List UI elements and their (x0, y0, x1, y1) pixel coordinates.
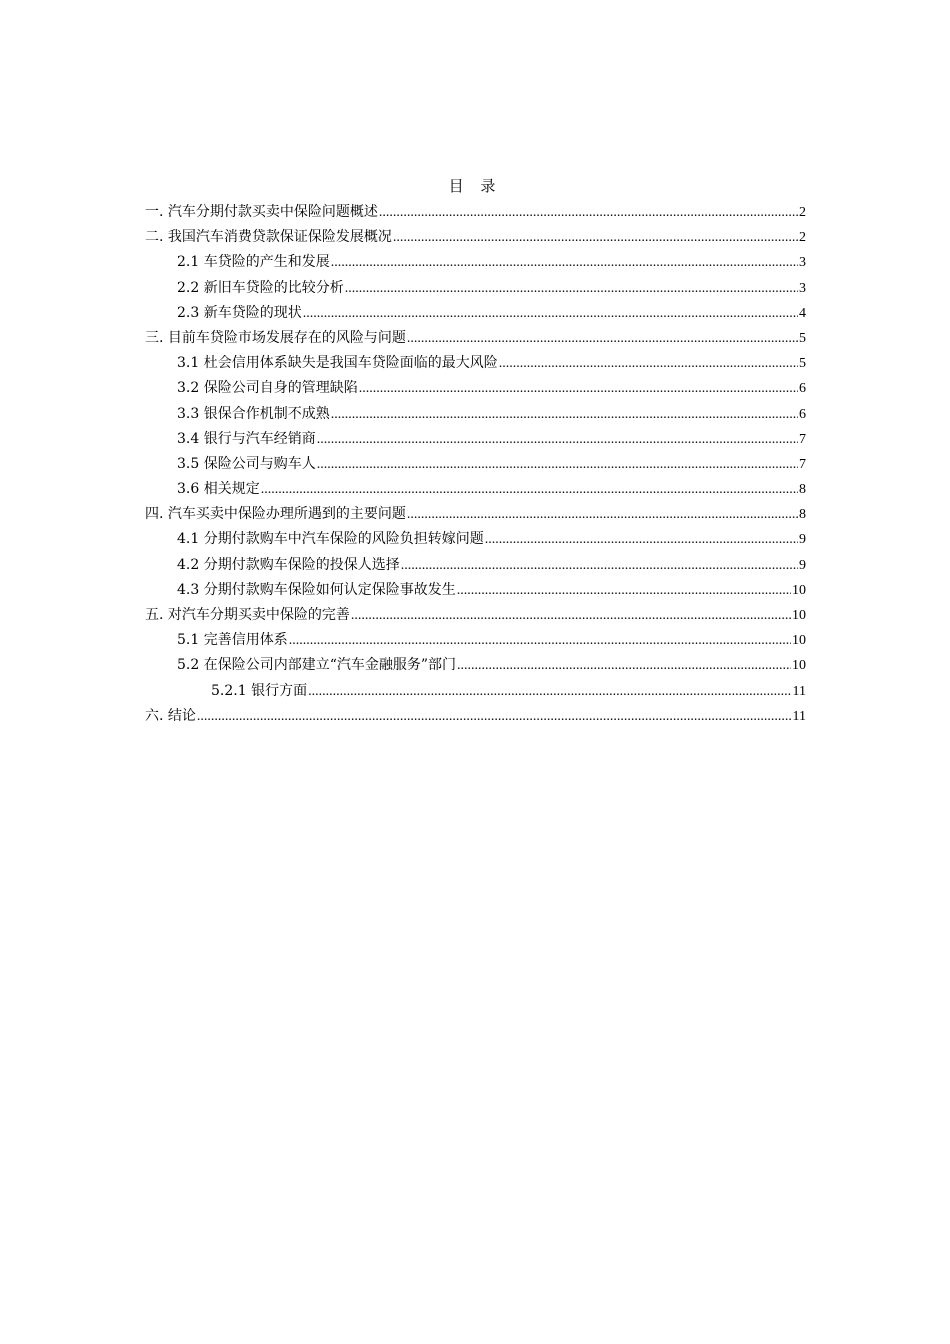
toc-page-number: 2 (799, 205, 806, 220)
toc-entry-text: 三. 目前车贷险市场发展存在的风险与问题 (145, 329, 406, 346)
toc-entry-text: 六. 结论 (145, 707, 196, 724)
toc-page-number: 10 (792, 658, 806, 674)
toc-entry-text: 3.1 杜会信用体系缺失是我国车贷险面临的最大风险 (177, 355, 498, 372)
toc-page-number: 6 (799, 406, 806, 422)
toc-page-number: 7 (799, 431, 806, 447)
toc-dot-leader (331, 250, 798, 275)
toc-entry[interactable] (145, 351, 806, 376)
toc-dot-leader (457, 578, 791, 603)
toc-dot-leader (351, 603, 791, 628)
toc-entry-text: 4.3 分期付款购车保险如何认定保险事故发生 (177, 581, 456, 598)
toc-page-number: 3 (799, 255, 806, 271)
toc-entry[interactable] (145, 603, 806, 628)
toc-entry[interactable] (145, 376, 806, 401)
toc-dot-leader (331, 402, 798, 427)
toc-entry-text: 五. 对汽车分期买卖中保险的完善 (145, 607, 350, 623)
toc-dot-leader (289, 628, 791, 653)
toc-entry-text: 4.2 分期付款购车保险的投保人选择 (177, 556, 400, 573)
toc-entry-text: 5.2.1 银行方面 (211, 682, 308, 699)
toc-entry-text: 3.2 保险公司自身的管理缺陷 (177, 380, 358, 397)
toc-dot-leader (308, 679, 791, 704)
toc-entry-text: 5.2 在保险公司内部建立“汽车金融服务”部门 (177, 657, 457, 674)
toc-entry[interactable] (145, 477, 806, 502)
toc-entry-text: 一. 汽车分期付款买卖中保险问题概述 (145, 204, 378, 220)
toc-page-number: 4 (799, 305, 806, 321)
toc-page-number: 2 (799, 230, 806, 246)
toc-entry[interactable] (145, 250, 806, 275)
toc-entry[interactable] (145, 653, 806, 678)
toc-dot-leader (261, 477, 798, 502)
toc-page-number: 7 (799, 456, 806, 472)
toc-dot-leader (317, 452, 798, 477)
toc-page-number: 6 (799, 381, 806, 397)
toc-dot-leader (485, 527, 798, 552)
toc-page-number: 3 (799, 280, 806, 296)
toc-entry[interactable] (145, 200, 806, 225)
toc-entry[interactable] (145, 704, 806, 729)
toc-dot-leader (359, 376, 798, 401)
toc-entry[interactable] (145, 452, 806, 477)
toc-dot-leader (401, 553, 798, 578)
toc-entry-text: 3.5 保险公司与购车人 (177, 455, 316, 472)
toc-entry-text: 3.6 相关规定 (177, 481, 260, 498)
toc-dot-leader (407, 326, 798, 351)
toc-dot-leader (393, 225, 798, 250)
toc-entry-text: 2.2 新旧车贷险的比较分析 (177, 279, 344, 296)
toc-page-number: 9 (799, 532, 806, 548)
toc-entry[interactable] (145, 502, 806, 527)
toc-dot-leader (317, 427, 798, 452)
toc-entry[interactable] (145, 679, 806, 704)
toc-entry-text: 四. 汽车买卖中保险办理所遇到的主要问题 (145, 506, 406, 523)
toc-entry-text: 4.1 分期付款购车中汽车保险的风险负担转嫁问题 (177, 531, 484, 548)
toc-entry-text: 2.3 新车贷险的现状 (177, 304, 302, 321)
toc-page-number: 11 (792, 708, 806, 724)
toc-entry[interactable] (145, 225, 806, 250)
toc-dot-leader (499, 351, 798, 376)
toc-page-number: 9 (799, 557, 806, 573)
toc-page-number: 10 (792, 633, 806, 649)
toc-entry-text: 2.1 车贷险的产生和发展 (177, 254, 330, 271)
toc-entry-text: 3.3 银保合作机制不成熟 (177, 405, 330, 422)
toc-page-number: 8 (799, 482, 806, 498)
toc-entry[interactable] (145, 276, 806, 301)
toc-entry[interactable] (145, 301, 806, 326)
toc-dot-leader (457, 653, 791, 678)
toc-page-number: 10 (792, 608, 806, 623)
toc-entry[interactable] (145, 402, 806, 427)
toc-page-number: 8 (799, 507, 806, 523)
toc-entry[interactable] (145, 553, 806, 578)
toc-dot-leader (379, 200, 798, 225)
toc-dot-leader (407, 502, 798, 527)
toc-dot-leader (197, 704, 792, 729)
toc-page-number: 5 (799, 356, 806, 372)
toc-dot-leader (303, 301, 798, 326)
toc-page-number: 5 (799, 330, 806, 346)
toc-page-number: 11 (792, 683, 806, 699)
toc-page-number: 10 (792, 582, 806, 598)
table-of-contents (145, 200, 806, 729)
toc-entry-text: 3.4 银行与汽车经销商 (177, 430, 316, 447)
toc-entry[interactable] (145, 628, 806, 653)
toc-entry-text: 二. 我国汽车消费贷款保证保险发展概况 (145, 229, 392, 246)
toc-dot-leader (345, 276, 798, 301)
toc-title: 目 录 (448, 177, 502, 195)
toc-entry[interactable] (145, 326, 806, 351)
toc-entry-text: 5.1 完善信用体系 (177, 632, 288, 649)
toc-entry[interactable] (145, 427, 806, 452)
toc-entry[interactable] (145, 527, 806, 552)
toc-entry[interactable] (145, 578, 806, 603)
